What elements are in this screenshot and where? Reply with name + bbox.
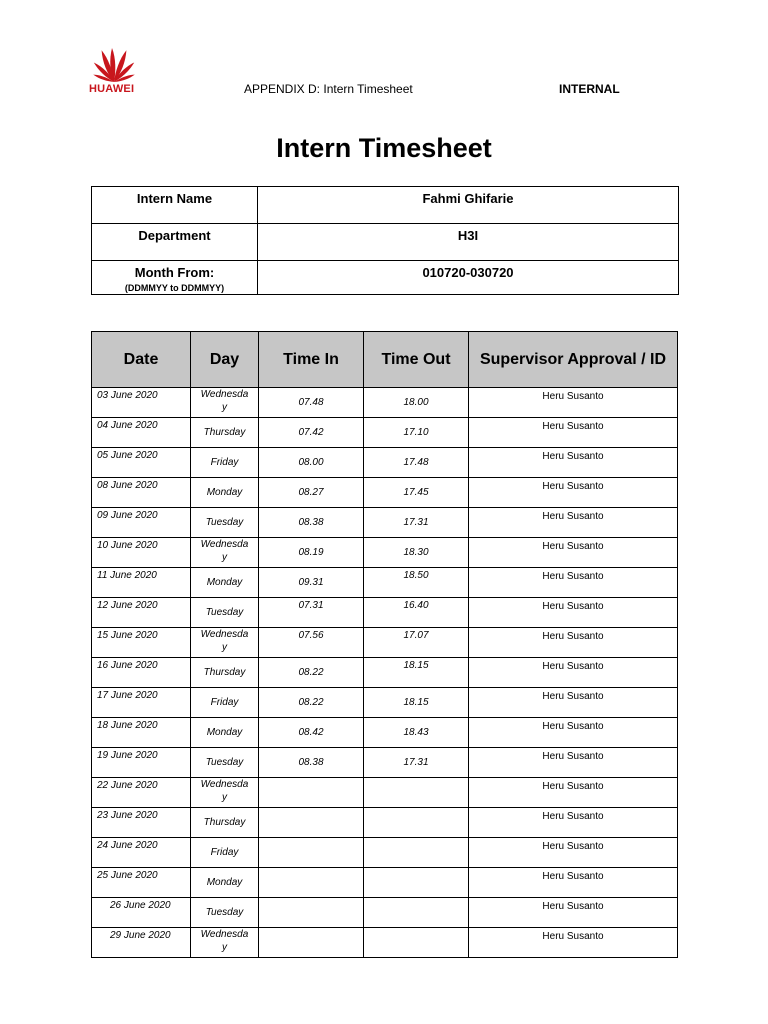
department-label: Department <box>92 224 258 261</box>
time-in-cell <box>259 478 364 508</box>
table-row <box>92 628 678 658</box>
date-cell: 11 June 2020 <box>92 568 191 598</box>
table-row <box>92 418 678 448</box>
appendix-title: APPENDIX D: Intern Timesheet <box>244 82 413 96</box>
time-out-cell <box>364 448 469 478</box>
day-cell <box>191 778 259 808</box>
time-in-value: 08.19 <box>298 547 324 558</box>
intern-name-value: Fahmi Ghifarie <box>258 187 679 224</box>
table-row <box>92 898 678 928</box>
time-out-value: 18.30 <box>403 547 429 558</box>
table-row <box>92 448 678 478</box>
time-out-cell <box>364 808 469 838</box>
time-in-value: 08.22 <box>298 667 324 678</box>
supervisor-cell: Heru Susanto <box>469 508 678 538</box>
day-text: Tuesday <box>205 907 244 918</box>
date-cell: 24 June 2020 <box>92 838 191 868</box>
day-text: Monday <box>206 877 243 888</box>
table-row <box>92 598 678 628</box>
time-in-value: 08.22 <box>298 697 324 708</box>
time-in-value: 08.42 <box>298 727 324 738</box>
time-in-value: 08.27 <box>298 487 324 498</box>
day-cell <box>191 598 259 628</box>
time-in-value: 07.42 <box>298 427 324 438</box>
time-in-cell <box>259 868 364 898</box>
time-out-cell <box>364 688 469 718</box>
day-cell <box>191 448 259 478</box>
date-cell: 23 June 2020 <box>92 808 191 838</box>
table-row <box>92 748 678 778</box>
day-cell <box>191 688 259 718</box>
day-text: Wednesda <box>200 629 249 640</box>
time-out-cell <box>364 418 469 448</box>
time-in-value: 08.38 <box>298 757 324 768</box>
time-out-value: 17.07 <box>403 630 429 641</box>
time-in-cell <box>259 688 364 718</box>
day-cell <box>191 418 259 448</box>
supervisor-cell: Heru Susanto <box>469 898 678 928</box>
time-in-value <box>259 808 363 816</box>
table-row <box>92 688 678 718</box>
time-out-cell <box>364 928 469 958</box>
time-in-value <box>259 838 363 846</box>
time-in-value: 07.48 <box>298 397 324 408</box>
date-cell: 29 June 2020 <box>92 928 191 958</box>
date-cell: 03 June 2020 <box>92 388 191 418</box>
time-in-value <box>259 898 363 906</box>
day-text-wrap: y <box>222 402 227 413</box>
time-out-cell <box>364 388 469 418</box>
day-text: Monday <box>206 577 243 588</box>
day-cell <box>191 748 259 778</box>
time-out-value: 18.00 <box>403 397 429 408</box>
supervisor-cell: Heru Susanto <box>469 628 678 658</box>
time-out-cell <box>364 628 469 658</box>
table-row <box>92 778 678 808</box>
table-row <box>92 658 678 688</box>
column-header-time-in: Time In <box>259 332 364 388</box>
day-text: Wednesda <box>200 389 249 400</box>
time-in-cell <box>259 418 364 448</box>
month-format-hint: (DDMMYY to DDMMYY) <box>124 283 225 293</box>
time-out-value <box>364 868 468 876</box>
day-cell <box>191 928 259 958</box>
time-in-value: 07.56 <box>298 630 324 641</box>
time-in-value: 07.31 <box>298 600 324 611</box>
date-cell: 05 June 2020 <box>92 448 191 478</box>
supervisor-cell: Heru Susanto <box>469 688 678 718</box>
time-in-value <box>259 928 363 936</box>
time-in-cell <box>259 808 364 838</box>
table-row <box>92 928 678 958</box>
day-text: Tuesday <box>205 607 244 618</box>
table-row <box>92 568 678 598</box>
date-cell: 19 June 2020 <box>92 748 191 778</box>
day-cell <box>191 508 259 538</box>
time-out-cell <box>364 898 469 928</box>
day-text: Monday <box>206 487 243 498</box>
time-in-cell <box>259 748 364 778</box>
column-header-supervisor: Supervisor Approval / ID <box>469 332 678 388</box>
intern-name-label: Intern Name <box>92 187 258 224</box>
time-in-cell <box>259 568 364 598</box>
column-header-date: Date <box>92 332 191 388</box>
time-out-value: 17.48 <box>403 457 429 468</box>
time-in-value: 09.31 <box>298 577 324 588</box>
intern-info-table <box>91 186 679 295</box>
time-in-cell <box>259 508 364 538</box>
time-out-cell <box>364 838 469 868</box>
time-out-value: 18.50 <box>403 570 429 581</box>
time-out-cell <box>364 748 469 778</box>
month-from-label: Month From: <box>134 265 215 280</box>
time-out-value <box>364 928 468 936</box>
day-cell <box>191 388 259 418</box>
supervisor-cell: Heru Susanto <box>469 418 678 448</box>
date-cell: 08 June 2020 <box>92 478 191 508</box>
table-row <box>92 718 678 748</box>
time-out-value <box>364 838 468 846</box>
day-text: Wednesda <box>200 929 249 940</box>
date-cell: 18 June 2020 <box>92 718 191 748</box>
time-out-value: 17.10 <box>403 427 429 438</box>
day-text-wrap: y <box>222 792 227 803</box>
day-cell <box>191 478 259 508</box>
supervisor-cell: Heru Susanto <box>469 838 678 868</box>
supervisor-cell: Heru Susanto <box>469 478 678 508</box>
column-header-time-out: Time Out <box>364 332 469 388</box>
day-cell <box>191 568 259 598</box>
time-out-value <box>364 898 468 906</box>
day-cell <box>191 808 259 838</box>
day-text: Tuesday <box>205 517 244 528</box>
time-in-cell <box>259 898 364 928</box>
supervisor-cell: Heru Susanto <box>469 778 678 808</box>
time-in-cell <box>259 778 364 808</box>
time-out-value <box>364 778 468 786</box>
department-value: H3I <box>258 224 679 261</box>
time-out-value: 17.45 <box>403 487 429 498</box>
time-out-cell <box>364 598 469 628</box>
time-in-cell <box>259 388 364 418</box>
time-out-value: 17.31 <box>403 517 429 528</box>
time-out-cell <box>364 568 469 598</box>
time-in-cell <box>259 928 364 958</box>
time-in-cell <box>259 718 364 748</box>
date-cell: 26 June 2020 <box>92 898 191 928</box>
time-in-value: 08.38 <box>298 517 324 528</box>
time-out-cell <box>364 778 469 808</box>
time-out-cell <box>364 868 469 898</box>
day-cell <box>191 538 259 568</box>
day-cell <box>191 718 259 748</box>
column-header-day: Day <box>191 332 259 388</box>
day-text: Thursday <box>203 667 246 678</box>
date-cell: 16 June 2020 <box>92 658 191 688</box>
month-from-cell <box>92 261 258 295</box>
day-cell <box>191 628 259 658</box>
day-cell <box>191 658 259 688</box>
supervisor-cell: Heru Susanto <box>469 448 678 478</box>
day-text: Friday <box>210 697 239 708</box>
time-out-cell <box>364 508 469 538</box>
date-cell: 22 June 2020 <box>92 778 191 808</box>
date-cell: 15 June 2020 <box>92 628 191 658</box>
time-in-value <box>259 868 363 876</box>
supervisor-cell: Heru Susanto <box>469 568 678 598</box>
time-in-cell <box>259 838 364 868</box>
time-out-value: 17.31 <box>403 757 429 768</box>
time-out-value: 18.15 <box>403 697 429 708</box>
day-text-wrap: y <box>222 552 227 563</box>
table-row <box>92 508 678 538</box>
table-row <box>92 838 678 868</box>
time-in-cell <box>259 598 364 628</box>
classification-label: INTERNAL <box>559 82 620 96</box>
supervisor-cell: Heru Susanto <box>469 808 678 838</box>
date-cell: 09 June 2020 <box>92 508 191 538</box>
supervisor-cell: Heru Susanto <box>469 928 678 958</box>
time-out-value <box>364 808 468 816</box>
supervisor-cell: Heru Susanto <box>469 718 678 748</box>
date-cell: 10 June 2020 <box>92 538 191 568</box>
supervisor-cell: Heru Susanto <box>469 658 678 688</box>
page-title: Intern Timesheet <box>276 133 492 163</box>
brand-name: HUAWEI <box>89 83 135 95</box>
supervisor-cell: Heru Susanto <box>469 598 678 628</box>
date-cell: 12 June 2020 <box>92 598 191 628</box>
day-cell <box>191 838 259 868</box>
day-text: Thursday <box>203 817 246 828</box>
time-in-cell <box>259 628 364 658</box>
timesheet-table <box>91 331 678 958</box>
table-row <box>92 388 678 418</box>
day-text-wrap: y <box>222 642 227 653</box>
date-cell: 17 June 2020 <box>92 688 191 718</box>
time-in-value <box>259 778 363 786</box>
time-out-cell <box>364 718 469 748</box>
day-text: Thursday <box>203 427 246 438</box>
day-text: Tuesday <box>205 757 244 768</box>
supervisor-cell: Heru Susanto <box>469 868 678 898</box>
month-from-value: 010720-030720 <box>258 261 679 295</box>
time-out-cell <box>364 658 469 688</box>
supervisor-cell: Heru Susanto <box>469 748 678 778</box>
day-text: Wednesda <box>200 539 249 550</box>
supervisor-cell: Heru Susanto <box>469 538 678 568</box>
date-cell: 04 June 2020 <box>92 418 191 448</box>
time-out-cell <box>364 478 469 508</box>
date-cell: 25 June 2020 <box>92 868 191 898</box>
day-text: Friday <box>210 457 239 468</box>
time-out-value: 18.15 <box>403 660 429 671</box>
day-cell <box>191 868 259 898</box>
day-text: Monday <box>206 727 243 738</box>
time-in-cell <box>259 448 364 478</box>
day-cell <box>191 898 259 928</box>
table-row <box>92 808 678 838</box>
time-out-cell <box>364 538 469 568</box>
day-text: Friday <box>210 847 239 858</box>
time-in-value: 08.00 <box>298 457 324 468</box>
time-in-cell <box>259 538 364 568</box>
table-row <box>92 868 678 898</box>
day-text: Wednesda <box>200 779 249 790</box>
table-row <box>92 538 678 568</box>
day-text-wrap: y <box>222 942 227 953</box>
table-row <box>92 478 678 508</box>
supervisor-cell: Heru Susanto <box>469 388 678 418</box>
time-out-value: 18.43 <box>403 727 429 738</box>
time-in-cell <box>259 658 364 688</box>
time-out-value: 16.40 <box>403 600 429 611</box>
